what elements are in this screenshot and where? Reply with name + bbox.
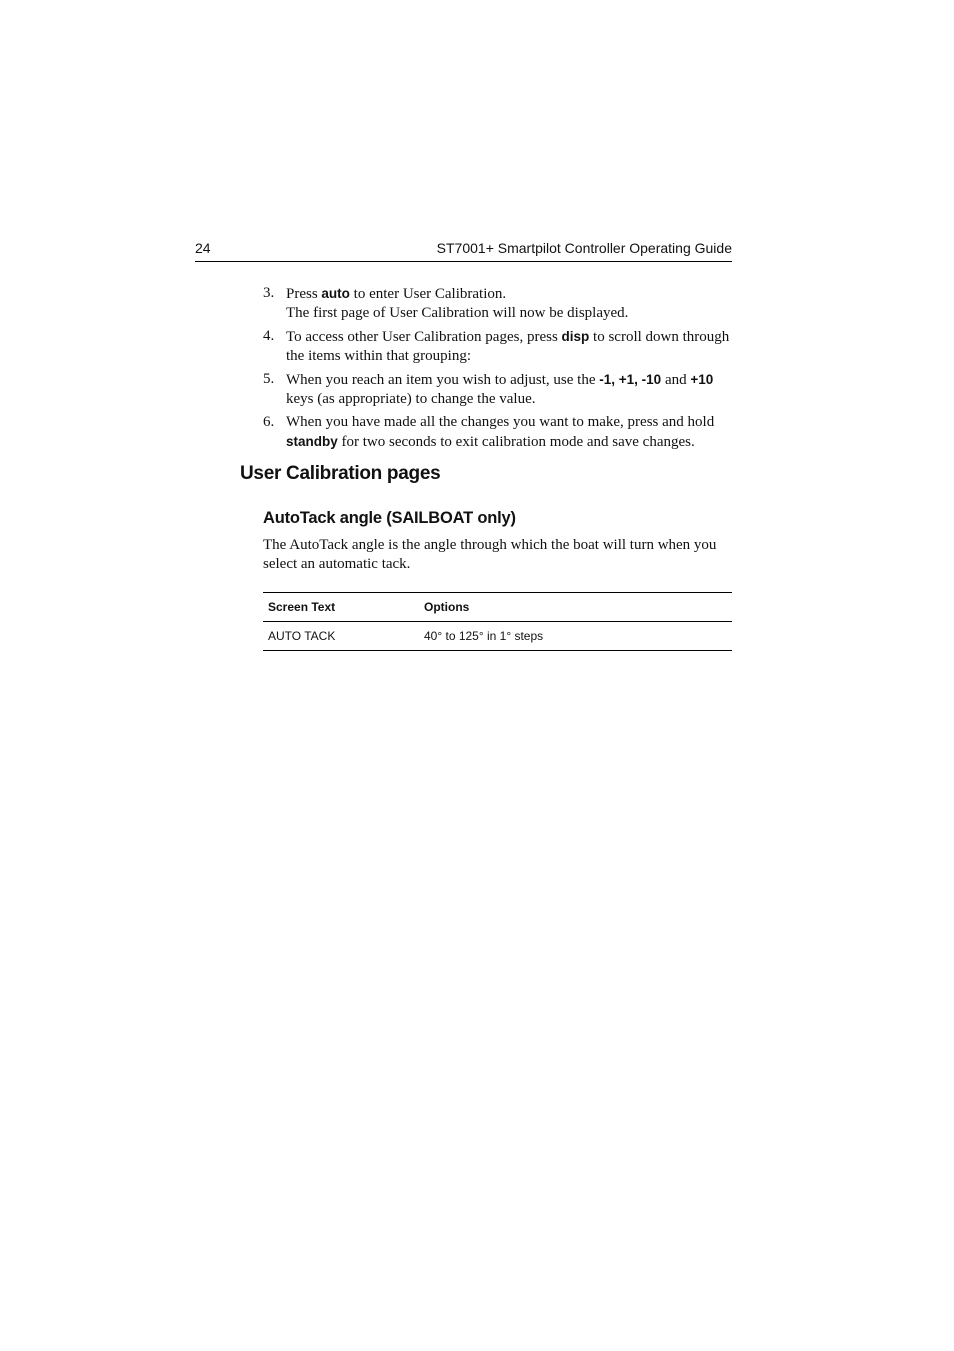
key-name: auto [321, 286, 350, 301]
step-text: and [661, 372, 691, 388]
table-header-row [263, 593, 732, 622]
key-name: standby [286, 434, 338, 449]
page-header [195, 239, 732, 262]
step-number: 3. [263, 285, 275, 301]
step-text: When you reach an item you wish to adjust, use the [286, 372, 600, 388]
page-number: 24 [195, 240, 211, 256]
step-text: for two seconds to exit calibration mode and save changes. [337, 434, 695, 450]
cell-options: 40° to 125° in 1° steps [419, 622, 732, 651]
column-header-screen-text: Screen Text [263, 593, 419, 622]
key-name: +10 [690, 372, 714, 387]
step-text: to scroll down through the items within that grouping: [286, 329, 730, 364]
step-text: When you have made all the changes you want to make, press and hold [286, 414, 715, 430]
step-text: to enter User Calibration. [349, 286, 507, 302]
key-name: -1, +1, -10 [599, 372, 662, 387]
step-text: Press [286, 286, 322, 302]
step-item [263, 370, 733, 409]
description-paragraph: The AutoTack angle is the angle through which the boat will turn when you select an automatic tack. [263, 537, 717, 572]
step-text: The first page of User Calibration will now be displayed. [286, 305, 629, 321]
key-name: disp [561, 329, 590, 344]
running-title: ST7001+ Smartpilot Controller Operating Guide [436, 240, 732, 256]
step-item [263, 413, 733, 452]
step-number: 4. [263, 328, 275, 344]
step-item [263, 284, 733, 323]
step-item [263, 327, 733, 366]
step-number: 6. [263, 414, 275, 430]
instruction-steps [263, 284, 733, 456]
step-text: To access other User Calibration pages, press [286, 329, 562, 345]
options-table [263, 592, 732, 651]
section-heading: User Calibration pages [240, 463, 441, 484]
column-header-options: Options [419, 593, 732, 622]
step-text: keys (as appropriate) to change the value. [286, 391, 536, 407]
cell-screen-text: AUTO TACK [263, 622, 419, 651]
step-number: 5. [263, 371, 275, 387]
subsection-heading: AutoTack angle (SAILBOAT only) [263, 509, 516, 527]
table-row [263, 622, 732, 651]
